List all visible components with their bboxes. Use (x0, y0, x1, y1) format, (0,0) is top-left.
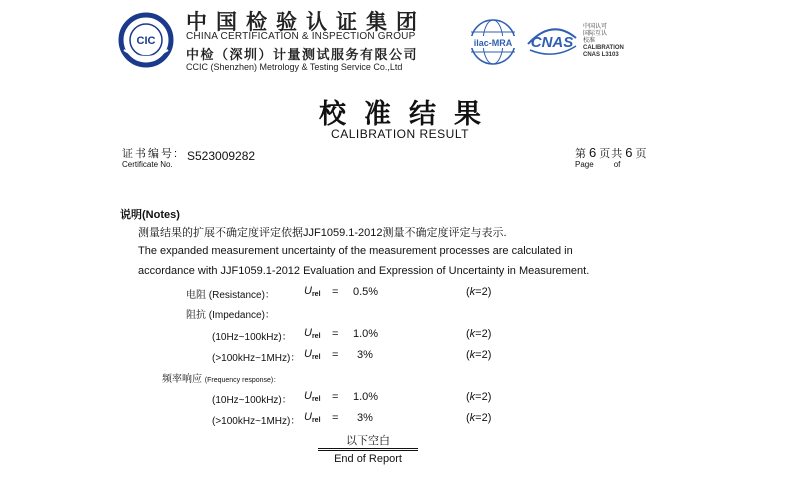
u-subscript: rel (311, 396, 321, 403)
certificate-label-en: Certificate No. (122, 160, 173, 169)
k-close: =2) (475, 286, 492, 298)
cnas-logo (524, 20, 580, 60)
k-symbol: k (469, 391, 476, 403)
certificate-label-cn: 证书编号: (122, 148, 180, 160)
k-open: ( (466, 328, 470, 340)
ilac-mra-logo (465, 17, 521, 67)
page-title-en: CALIBRATION RESULT (331, 127, 469, 141)
page-current: 6 (589, 145, 598, 160)
impedance-label: 阻抗 (Impedance)： (186, 310, 275, 321)
cnas-text: CNAS (530, 34, 574, 51)
cnas-caption-3: 校准 (583, 38, 596, 44)
urel-symbol (304, 348, 321, 361)
end-blank-cn: 以下空白 (346, 435, 390, 447)
page-suffix: 页 (635, 148, 648, 160)
urel-symbol (304, 285, 321, 298)
k-close: =2) (475, 349, 492, 361)
cic-logo (118, 12, 174, 68)
u-letter: U (304, 285, 312, 297)
k-symbol: k (469, 286, 476, 298)
cnas-caption-4: CALIBRATION (583, 45, 624, 51)
cnas-caption-5: CNAS L3103 (583, 52, 619, 58)
end-divider-top (318, 448, 418, 449)
k-open: ( (466, 349, 470, 361)
resistance-value: 0.5% (353, 286, 379, 298)
urel-symbol (304, 411, 321, 424)
cnas-caption-2: 国际互认 (583, 31, 608, 37)
coverage-factor (466, 412, 491, 424)
k-symbol: k (469, 349, 476, 361)
u-letter: U (304, 411, 312, 423)
k-close: =2) (475, 328, 492, 340)
k-close: =2) (475, 412, 492, 424)
equals-sign: = (332, 328, 339, 340)
u-subscript: rel (311, 417, 321, 424)
equals-sign: = (332, 286, 339, 298)
coverage-factor (466, 286, 491, 298)
page-indicator-cn (575, 145, 647, 161)
page-prefix: 第 (575, 148, 587, 160)
coverage-factor (466, 349, 491, 361)
notes-line-en-1: The expanded measurement uncertainty of the measurement processes are calculated in (138, 245, 573, 257)
impedance-low-range: (10Hz~100kHz)： (212, 332, 292, 343)
coverage-factor (466, 391, 491, 403)
frequency-response-en: (Frequency response)： (204, 377, 281, 384)
certificate-number: S523009282 (187, 149, 256, 163)
urel-symbol (304, 390, 321, 403)
frequency-high-range: (>100kHz~1MHz)： (212, 416, 301, 427)
cic-logo-text: CIC (136, 35, 156, 47)
equals-sign: = (332, 412, 339, 424)
cnas-caption-1: 中国认可 (583, 24, 608, 30)
page-label-en: Page (575, 160, 594, 169)
org-name-cn: 中国检验认证集团 (186, 11, 426, 34)
company-name-en: CCIC (Shenzhen) Metrology & Testing Service Co.,Ltd (186, 62, 403, 72)
of-label-en: of (613, 160, 621, 169)
org-name-en: CHINA CERTIFICATION & INSPECTION GROUP (186, 31, 416, 42)
notes-line-cn: 测量结果的扩展不确定度评定依据JJF1059.1-2012测量不确定度评定与表示. (138, 227, 507, 239)
frequency-high-value: 3% (357, 412, 373, 424)
page-total: 6 (625, 145, 634, 160)
u-letter: U (304, 390, 312, 402)
end-divider-bottom (318, 450, 418, 451)
impedance-high-value: 3% (357, 349, 373, 361)
k-symbol: k (469, 412, 476, 424)
frequency-low-range: (10Hz~100kHz)： (212, 395, 292, 406)
u-subscript: rel (311, 354, 321, 361)
notes-line-en-2: accordance with JJF1059.1-2012 Evaluation and Expression of Uncertainty in Measurement. (138, 265, 590, 277)
equals-sign: = (332, 349, 339, 361)
u-letter: U (304, 348, 312, 360)
equals-sign: = (332, 391, 339, 403)
end-of-report: End of Report (334, 453, 402, 465)
k-open: ( (466, 286, 470, 298)
frequency-response-cn: 频率响应 (162, 374, 202, 385)
k-open: ( (466, 412, 470, 424)
k-open: ( (466, 391, 470, 403)
frequency-response-label (162, 370, 280, 385)
resistance-label: 电阻 (Resistance)： (186, 290, 275, 301)
page-title-cn: 校准结果 (319, 99, 499, 129)
frequency-low-value: 1.0% (353, 391, 379, 403)
impedance-high-range: (>100kHz~1MHz)： (212, 353, 301, 364)
k-close: =2) (475, 391, 492, 403)
notes-title: 说明(Notes) (120, 209, 180, 221)
u-subscript: rel (311, 291, 321, 298)
impedance-low-value: 1.0% (353, 328, 379, 340)
urel-symbol (304, 327, 321, 340)
ilac-mra-text: ilac-MRA (473, 38, 513, 48)
u-letter: U (304, 327, 312, 339)
company-name-cn: 中检（深圳）计量测试服务有限公司 (186, 47, 419, 62)
coverage-factor (466, 328, 491, 340)
page-mid: 页共 (599, 148, 624, 160)
page-indicator-en (575, 160, 620, 169)
k-symbol: k (469, 328, 476, 340)
u-subscript: rel (311, 333, 321, 340)
